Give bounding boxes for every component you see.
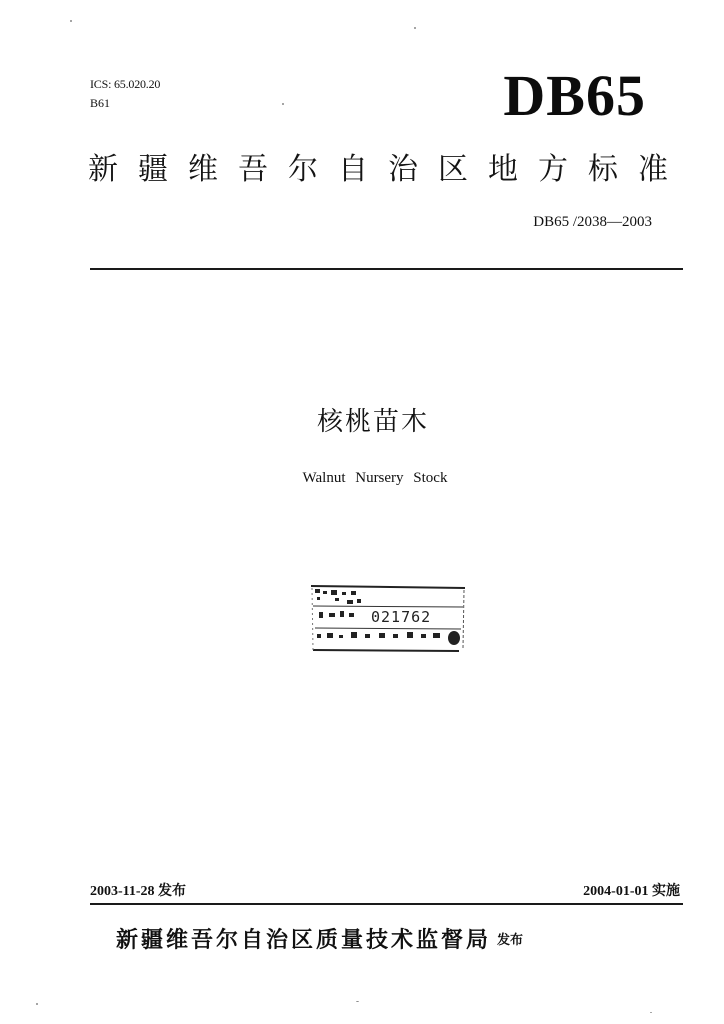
scan-speck — [282, 103, 284, 105]
standard-number: DB65 /2038—2003 — [533, 214, 652, 230]
db-logo: DB65 — [503, 63, 646, 128]
issuing-authority — [116, 926, 523, 956]
scan-speck — [36, 1003, 38, 1005]
scan-speck — [650, 1012, 652, 1013]
document-title-zh: 核桃苗木 — [316, 407, 429, 437]
footer-divider — [90, 903, 683, 905]
header-divider — [90, 268, 683, 270]
ics-code: ICS: 65.020.20 — [90, 77, 161, 91]
stamp-number: 021762 — [371, 608, 432, 626]
implementation-date: 2004-01-01 实施 — [583, 884, 680, 899]
scan-speck — [356, 1001, 359, 1002]
scan-speck — [414, 27, 416, 29]
document-title-en: Walnut Nursery Stock — [302, 470, 448, 486]
classification-code: B61 — [90, 96, 111, 110]
issuer-suffix: 发布 — [497, 933, 524, 948]
scan-speck — [70, 20, 72, 22]
library-stamp — [309, 580, 467, 654]
issue-date: 2003-11-28 发布 — [90, 884, 187, 899]
standard-type-heading: 新疆维吾尔自治区地方标准 — [88, 152, 688, 187]
issuer-name: 新疆维吾尔自治区质量技术监督局 — [116, 928, 492, 953]
